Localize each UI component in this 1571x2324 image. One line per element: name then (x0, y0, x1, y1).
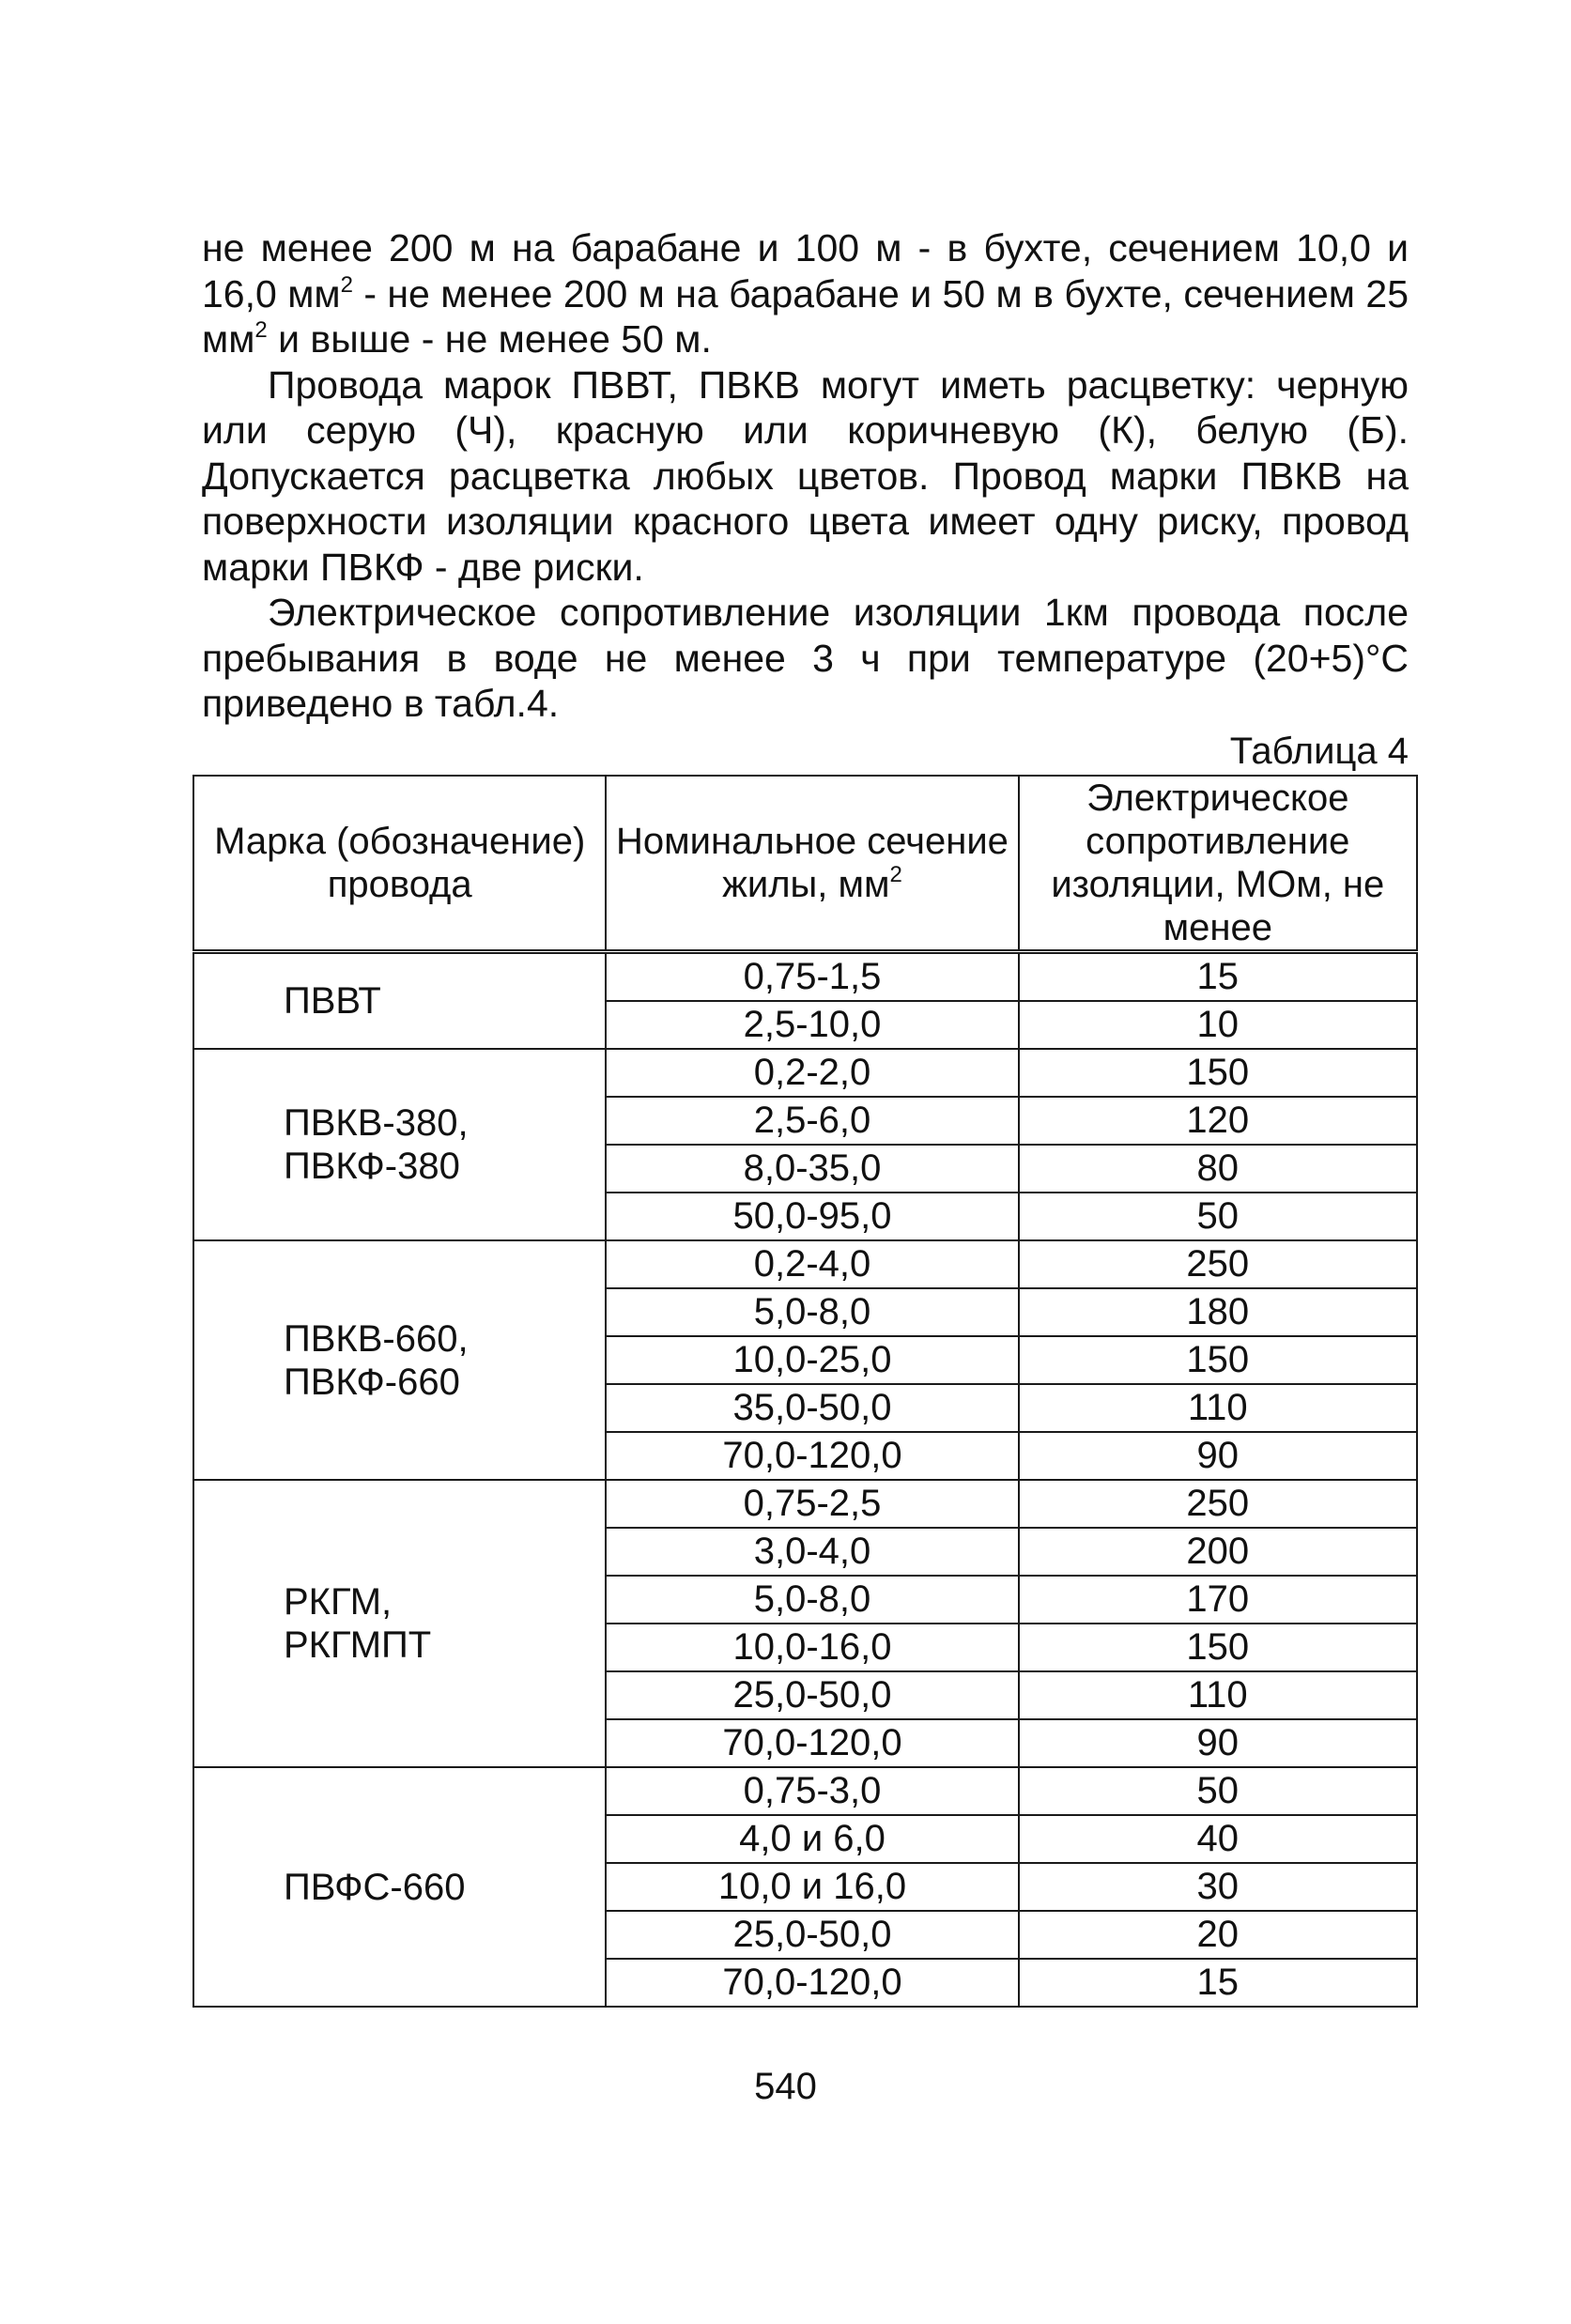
cell-section: 25,0-50,0 (606, 1911, 1018, 1959)
cell-resistance: 150 (1019, 1624, 1417, 1671)
cell-resistance: 90 (1019, 1432, 1417, 1480)
cell-section: 70,0-120,0 (606, 1959, 1018, 2007)
cell-resistance: 15 (1019, 1959, 1417, 2007)
cell-resistance: 200 (1019, 1528, 1417, 1576)
cell-resistance: 150 (1019, 1049, 1417, 1097)
table-row (193, 1767, 1417, 1815)
cell-section: 10,0 и 16,0 (606, 1863, 1018, 1911)
cell-section: 35,0-50,0 (606, 1384, 1018, 1432)
cell-resistance: 120 (1019, 1097, 1417, 1145)
cell-section: 10,0-16,0 (606, 1624, 1018, 1671)
mark-line: РКГМПТ (284, 1624, 432, 1666)
cell-section: 0,75-3,0 (606, 1767, 1018, 1815)
cell-resistance: 30 (1019, 1863, 1417, 1911)
cell-section: 0,2-2,0 (606, 1049, 1018, 1097)
header-resistance: Электрическое сопротивление изоляции, МОм, не менее (1019, 776, 1417, 952)
mark-line: РКГМ, (284, 1581, 393, 1623)
cell-section: 2,5-6,0 (606, 1097, 1018, 1145)
header-section (606, 776, 1018, 952)
cell-resistance: 110 (1019, 1671, 1417, 1719)
cell-section: 50,0-95,0 (606, 1193, 1018, 1240)
cell-resistance: 250 (1019, 1480, 1417, 1528)
cell-section: 70,0-120,0 (606, 1719, 1018, 1767)
cell-resistance: 150 (1019, 1336, 1417, 1384)
paragraph-text: не менее 200 м на барабане и 100 м - в бухте, сечением 10,0 и 16,0 мм (202, 226, 1409, 316)
header-section-text: Номинальное сечение жилы, мм (616, 821, 1009, 905)
mark-line: ПВВТ (284, 980, 381, 1022)
table-row (193, 1480, 1417, 1528)
cell-section: 4,0 и 6,0 (606, 1815, 1018, 1863)
cell-resistance: 10 (1019, 1001, 1417, 1049)
table-header-row (193, 776, 1417, 952)
paragraph-1 (202, 225, 1409, 362)
mark-line: ПВКВ-660, (284, 1317, 469, 1360)
cell-section: 25,0-50,0 (606, 1671, 1018, 1719)
cell-section: 0,75-2,5 (606, 1480, 1018, 1528)
table-body (193, 952, 1417, 2008)
mark-line: ПВКФ-380 (284, 1146, 460, 1187)
cell-resistance: 40 (1019, 1815, 1417, 1863)
header-section-sup: 2 (889, 862, 902, 887)
cell-resistance: 250 (1019, 1240, 1417, 1288)
paragraph-3 (202, 590, 1409, 727)
cell-mark (193, 1240, 606, 1480)
paragraph-text: - не менее 200 м на барабане и 50 м в бухте, сечением 25 мм (202, 271, 1409, 361)
superscript: 2 (254, 317, 268, 343)
mark-line: ПВКФ-660 (284, 1361, 460, 1403)
cell-resistance: 20 (1019, 1911, 1417, 1959)
cell-resistance: 110 (1019, 1384, 1417, 1432)
cell-section: 70,0-120,0 (606, 1432, 1018, 1480)
cell-section: 5,0-8,0 (606, 1288, 1018, 1336)
cell-section: 0,2-4,0 (606, 1240, 1018, 1288)
paragraph-text: и выше - не менее 50 м. (267, 317, 712, 361)
cell-section: 8,0-35,0 (606, 1145, 1018, 1193)
cell-section: 5,0-8,0 (606, 1576, 1018, 1624)
cell-resistance: 80 (1019, 1145, 1417, 1193)
cell-section: 2,5-10,0 (606, 1001, 1018, 1049)
cell-mark (193, 1049, 606, 1240)
paragraph-2 (202, 362, 1409, 591)
header-mark: Марка (обозначение) провода (193, 776, 606, 952)
page-number: 540 (754, 2066, 817, 2107)
superscript: 2 (340, 271, 353, 298)
resistance-table (193, 775, 1418, 2008)
cell-resistance: 50 (1019, 1767, 1417, 1815)
table-row (193, 952, 1417, 1002)
cell-section: 3,0-4,0 (606, 1528, 1018, 1576)
cell-mark (193, 1480, 606, 1767)
mark-line: ПВФС-660 (284, 1866, 466, 1908)
mark-line: ПВКВ-380, (284, 1102, 469, 1144)
cell-section: 10,0-25,0 (606, 1336, 1018, 1384)
table-row (193, 1240, 1417, 1288)
table-row (193, 1049, 1417, 1097)
cell-resistance: 50 (1019, 1193, 1417, 1240)
paragraph-text: Электрическое сопротивление изоляции 1км провода после пребывания в воде не менее 3 ч при температуре (20+5)°С приведено в табл.4. (202, 591, 1409, 725)
table-caption: Таблица 4 (1229, 731, 1409, 772)
cell-resistance: 90 (1019, 1719, 1417, 1767)
cell-mark (193, 1767, 606, 2007)
paragraph-text: Провода марок ПВВТ, ПВКВ могут иметь расцветку: черную или серую (Ч), красную или коричневую (К), белую (Б). Допускается расцветка любых цветов. Провод марки ПВКВ на поверхности изоляции красного цвета имеет одну риску, провод марки ПВКФ - две риски. (202, 362, 1409, 589)
cell-resistance: 180 (1019, 1288, 1417, 1336)
cell-resistance: 170 (1019, 1576, 1417, 1624)
body-text (202, 225, 1409, 727)
cell-resistance: 15 (1019, 952, 1417, 1002)
cell-section: 0,75-1,5 (606, 952, 1018, 1002)
cell-mark (193, 952, 606, 1050)
